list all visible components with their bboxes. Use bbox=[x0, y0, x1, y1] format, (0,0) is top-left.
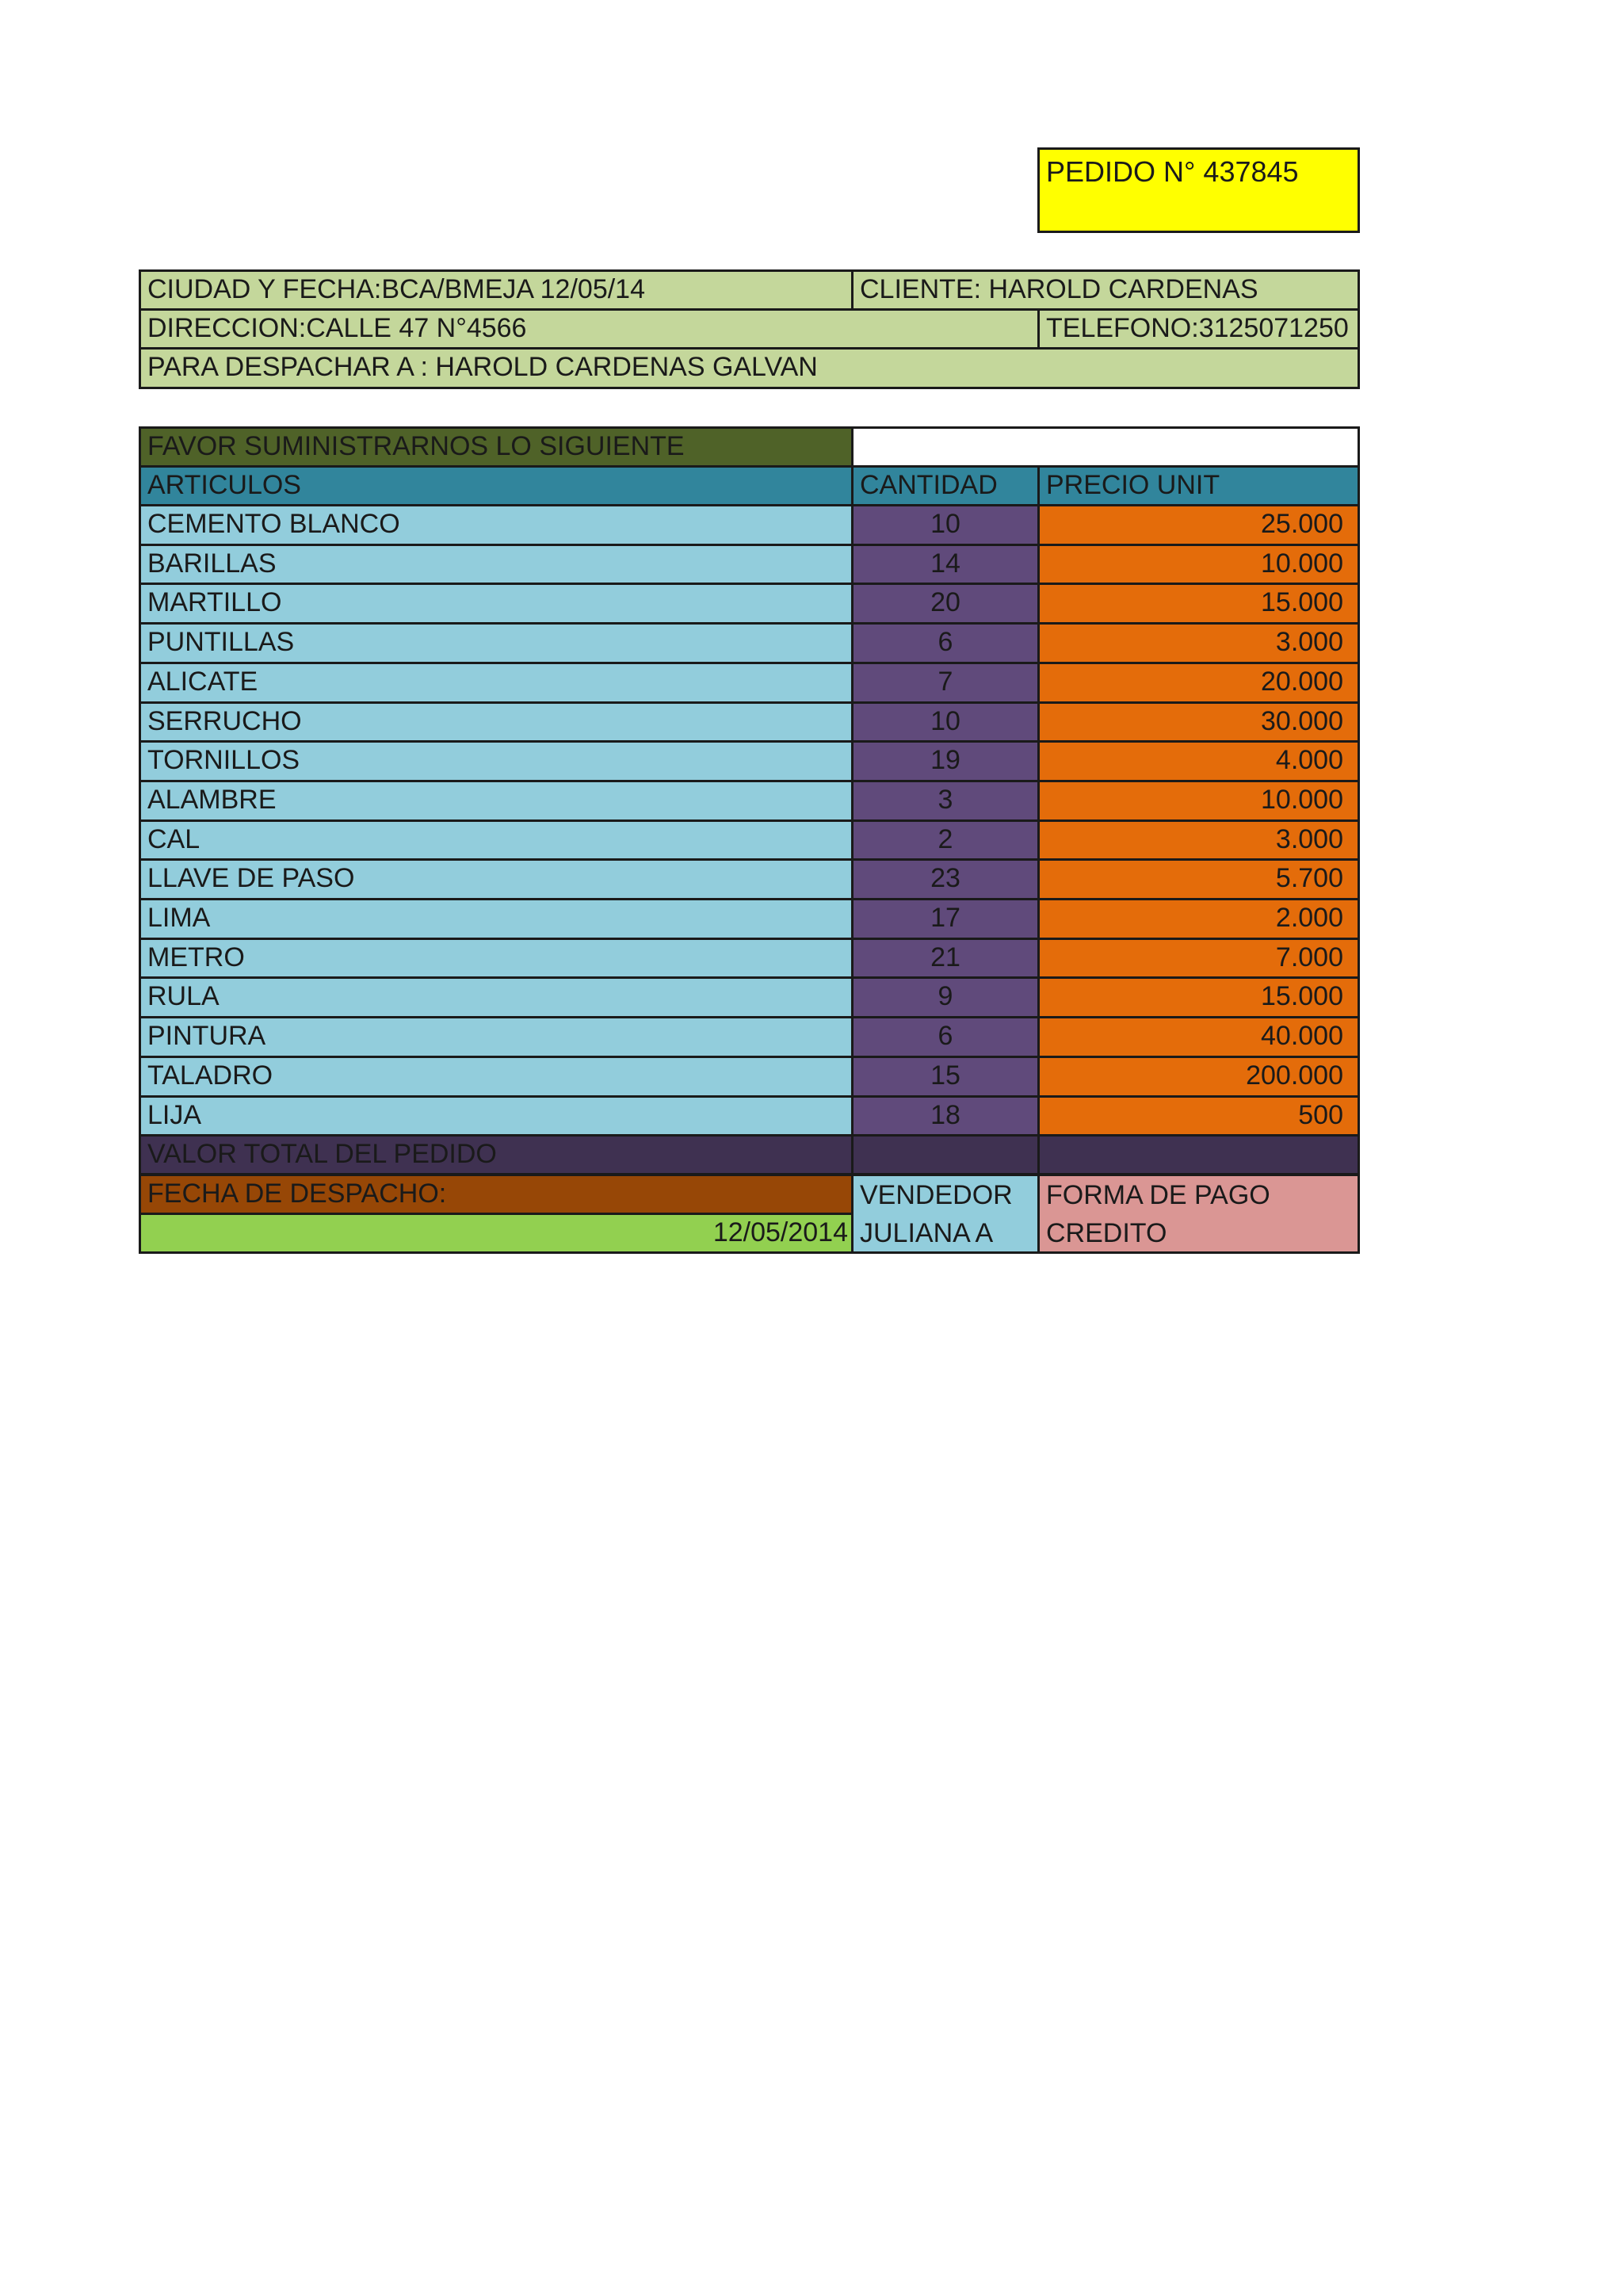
row-price-cell: 4.000 bbox=[1037, 740, 1360, 782]
row-qty-cell: 2 bbox=[851, 819, 1040, 861]
row-item-cell: PINTURA bbox=[139, 1016, 854, 1058]
row-price-cell: 40.000 bbox=[1037, 1016, 1360, 1058]
row-item-cell: LIJA bbox=[139, 1095, 854, 1137]
row-item-cell: BARILLAS bbox=[139, 544, 854, 586]
row-item-cell: CEMENTO BLANCO bbox=[139, 504, 854, 546]
row-qty-cell: 10 bbox=[851, 701, 1040, 743]
row-qty-cell: 10 bbox=[851, 504, 1040, 546]
row-qty-cell: 20 bbox=[851, 583, 1040, 625]
row-price-cell: 3.000 bbox=[1037, 819, 1360, 861]
client-cell: CLIENTE: HAROLD CARDENAS bbox=[851, 269, 1360, 311]
payment-value: CREDITO bbox=[1046, 1218, 1167, 1248]
row-qty-cell: 3 bbox=[851, 780, 1040, 822]
row-item-cell: TORNILLOS bbox=[139, 740, 854, 782]
payment-label: FORMA DE PAGO bbox=[1046, 1180, 1270, 1210]
total-label-cell: VALOR TOTAL DEL PEDIDO bbox=[139, 1134, 854, 1175]
column-header-articulos: ARTICULOS bbox=[139, 465, 854, 506]
row-price-cell: 2.000 bbox=[1037, 898, 1360, 940]
row-item-cell: RULA bbox=[139, 976, 854, 1018]
row-qty-cell: 21 bbox=[851, 938, 1040, 980]
row-price-cell: 30.000 bbox=[1037, 701, 1360, 743]
row-qty-cell: 18 bbox=[851, 1095, 1040, 1137]
row-item-cell: MARTILLO bbox=[139, 583, 854, 625]
row-item-cell: CAL bbox=[139, 819, 854, 861]
row-price-cell: 25.000 bbox=[1037, 504, 1360, 546]
seller-value: JULIANA A bbox=[860, 1218, 994, 1248]
row-item-cell: LLAVE DE PASO bbox=[139, 858, 854, 900]
row-price-cell: 15.000 bbox=[1037, 583, 1360, 625]
row-qty-cell: 17 bbox=[851, 898, 1040, 940]
column-header-precio: PRECIO UNIT bbox=[1037, 465, 1360, 506]
row-price-cell: 7.000 bbox=[1037, 938, 1360, 980]
row-item-cell: ALAMBRE bbox=[139, 780, 854, 822]
ship-to-cell: PARA DESPACHAR A : HAROLD CARDENAS GALVAN bbox=[139, 347, 1360, 389]
row-qty-cell: 19 bbox=[851, 740, 1040, 782]
total-qty-cell bbox=[851, 1134, 1040, 1175]
dispatch-date-label: FECHA DE DESPACHO: bbox=[139, 1174, 854, 1215]
row-qty-cell: 23 bbox=[851, 858, 1040, 900]
seller-label: VENDEDOR bbox=[860, 1180, 1013, 1210]
order-title-cell: FAVOR SUMINISTRARNOS LO SIGUIENTE bbox=[139, 426, 854, 468]
row-qty-cell: 14 bbox=[851, 544, 1040, 586]
row-item-cell: ALICATE bbox=[139, 662, 854, 704]
row-item-cell: METRO bbox=[139, 938, 854, 980]
total-price-cell bbox=[1037, 1134, 1360, 1175]
row-price-cell: 3.000 bbox=[1037, 622, 1360, 664]
row-price-cell: 20.000 bbox=[1037, 662, 1360, 704]
row-qty-cell: 15 bbox=[851, 1056, 1040, 1098]
row-item-cell: TALADRO bbox=[139, 1056, 854, 1098]
order-number: PEDIDO N° 437845 bbox=[1037, 147, 1360, 233]
row-item-cell: SERRUCHO bbox=[139, 701, 854, 743]
row-qty-cell: 7 bbox=[851, 662, 1040, 704]
row-price-cell: 200.000 bbox=[1037, 1056, 1360, 1098]
order-title-blank-cell bbox=[851, 426, 1360, 468]
payment-cell bbox=[1037, 1174, 1360, 1254]
column-header-cantidad: CANTIDAD bbox=[851, 465, 1040, 506]
row-price-cell: 500 bbox=[1037, 1095, 1360, 1137]
address-cell: DIRECCION:CALLE 47 N°4566 bbox=[139, 308, 1040, 350]
row-item-cell: PUNTILLAS bbox=[139, 622, 854, 664]
row-qty-cell: 9 bbox=[851, 976, 1040, 1018]
city-date-cell: CIUDAD Y FECHA:BCA/BMEJA 12/05/14 bbox=[139, 269, 854, 311]
row-qty-cell: 6 bbox=[851, 1016, 1040, 1058]
row-qty-cell: 6 bbox=[851, 622, 1040, 664]
seller-cell bbox=[851, 1174, 1040, 1254]
row-item-cell: LIMA bbox=[139, 898, 854, 940]
row-price-cell: 10.000 bbox=[1037, 780, 1360, 822]
row-price-cell: 15.000 bbox=[1037, 976, 1360, 1018]
dispatch-date-value: 12/05/2014 bbox=[139, 1213, 854, 1254]
row-price-cell: 5.700 bbox=[1037, 858, 1360, 900]
row-price-cell: 10.000 bbox=[1037, 544, 1360, 586]
phone-cell: TELEFONO:3125071250 bbox=[1037, 308, 1360, 350]
